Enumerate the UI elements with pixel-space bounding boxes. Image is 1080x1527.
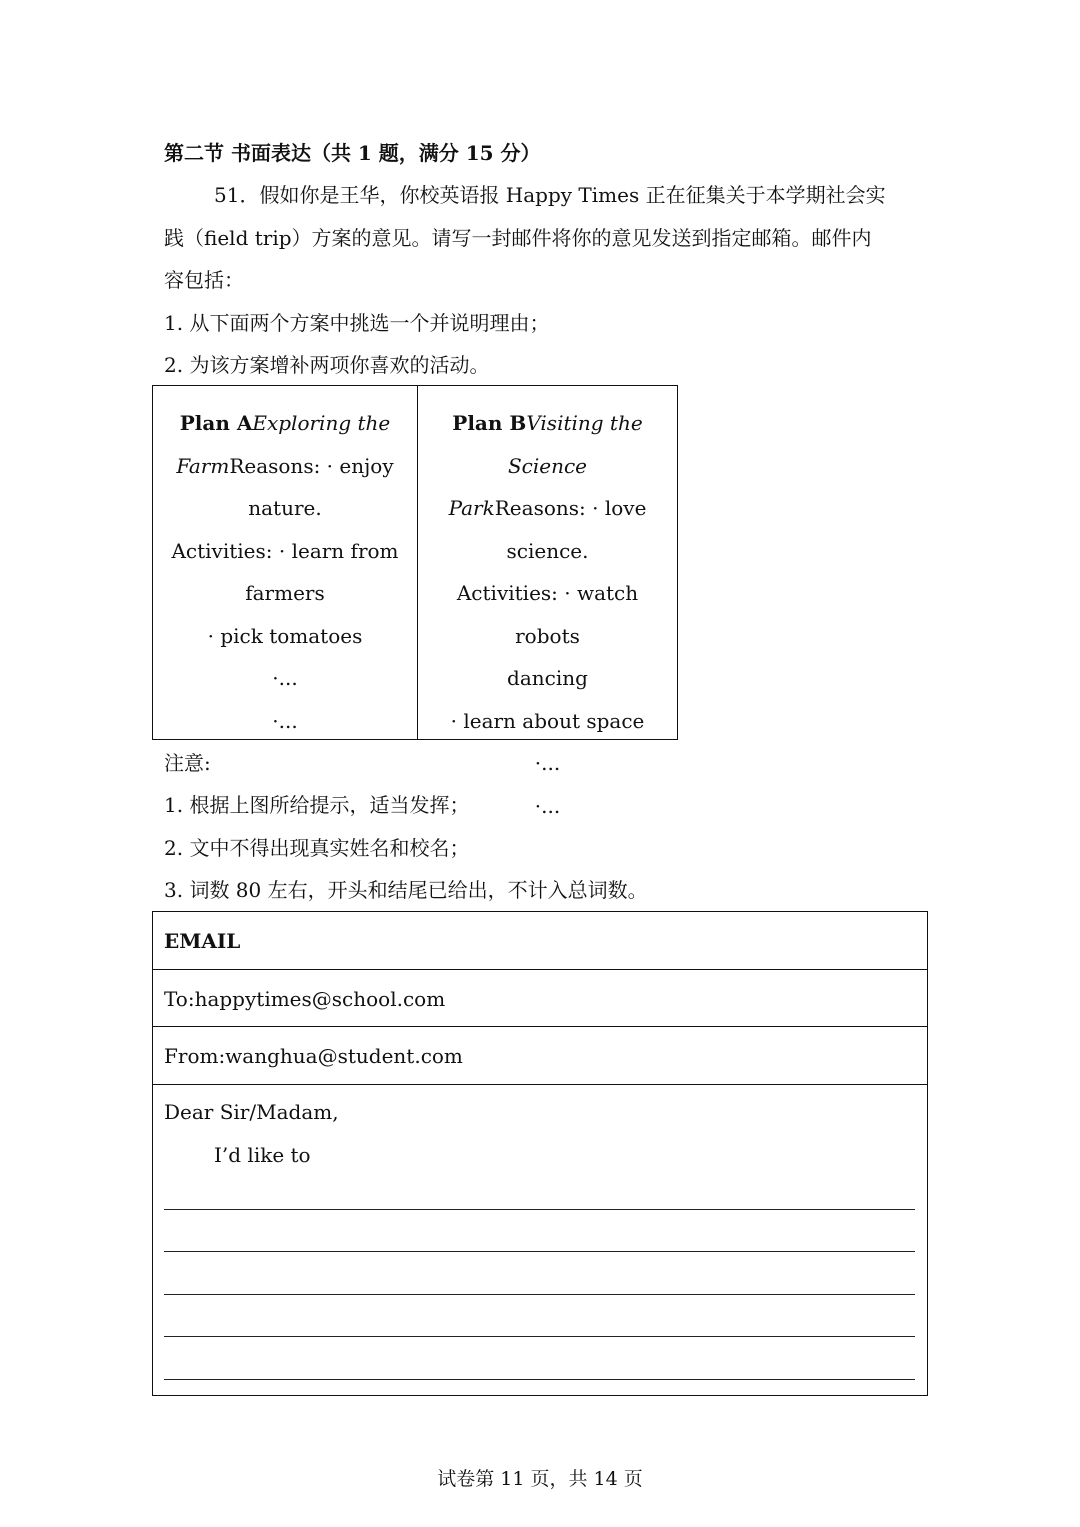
plan-a-title-2: Farm [176,453,230,478]
requirement-2: 2. 为该方案增补两项你喜欢的活动。 [164,353,490,377]
writing-line-4[interactable] [164,1336,915,1337]
plan-a-activities-1: Activities: · learn from [171,538,399,563]
plan-b-activities-1: Activities: · watch robots [456,581,639,648]
plan-a-activities-2: farmers [245,581,325,605]
plan-b-blank-2: ·... [534,793,561,818]
plan-a-label: Plan A [179,411,253,435]
email-header: EMAIL [153,912,927,970]
plan-b-activity-item: · learn about space [450,708,645,733]
writing-line-5[interactable] [164,1379,915,1380]
plan-a-blank-1: ·... [272,666,298,690]
plan-b-reasons-2: science. [506,538,589,563]
note-1: 1. 根据上图所给提示，适当发挥； [164,793,470,817]
writing-line-1[interactable] [164,1209,915,1210]
plan-a-title-1: Exploring the [252,411,391,435]
notes-heading: 注意: [164,751,211,775]
plan-b-activities-2: dancing [507,666,588,690]
plan-b-cell [418,386,677,818]
page-footer: 试卷第 11 页，共 14 页 [437,1468,643,1490]
email-opening: I’d like to [214,1143,311,1167]
question-line-1: 51．假如你是王华，你校英语报 Happy Times 正在征集关于本学期社会实 [214,183,886,207]
plan-b-reasons-1: Reasons: · love [494,496,647,520]
email-from: From:wanghua@student.com [153,1027,927,1085]
requirement-1: 1. 从下面两个方案中挑选一个并说明理由； [164,311,550,335]
note-3: 3. 词数 80 左右，开头和结尾已给出，不计入总词数。 [164,878,648,902]
plan-b-blank-1: ·... [534,751,561,775]
question-line-2: 践（field trip）方案的意见。请写一封邮件将你的意见发送到指定邮箱。邮件内 [164,226,872,250]
plan-a-reasons-2: nature. [248,496,322,520]
note-2: 2. 文中不得出现真实姓名和校名； [164,836,470,860]
plan-b-title-2: Park [448,496,495,520]
plan-a-blank-2: ·... [272,708,298,733]
email-greeting: Dear Sir/Madam, [164,1100,339,1124]
plan-b-title-1: Visiting the Science [507,411,643,478]
writing-line-3[interactable] [164,1294,915,1295]
section-title: 第二节 书面表达（共 1 题，满分 15 分） [164,141,541,165]
plan-a-activity-item: · pick tomatoes [207,623,363,648]
email-to: To:happytimes@school.com [153,970,927,1027]
plan-a-reasons-1: Reasons: · enjoy [229,453,394,478]
plan-a-cell [153,386,418,739]
email-table [152,911,928,1396]
question-line-3: 容包括： [164,268,244,292]
plan-b-label: Plan B [452,411,527,435]
writing-line-2[interactable] [164,1251,915,1252]
